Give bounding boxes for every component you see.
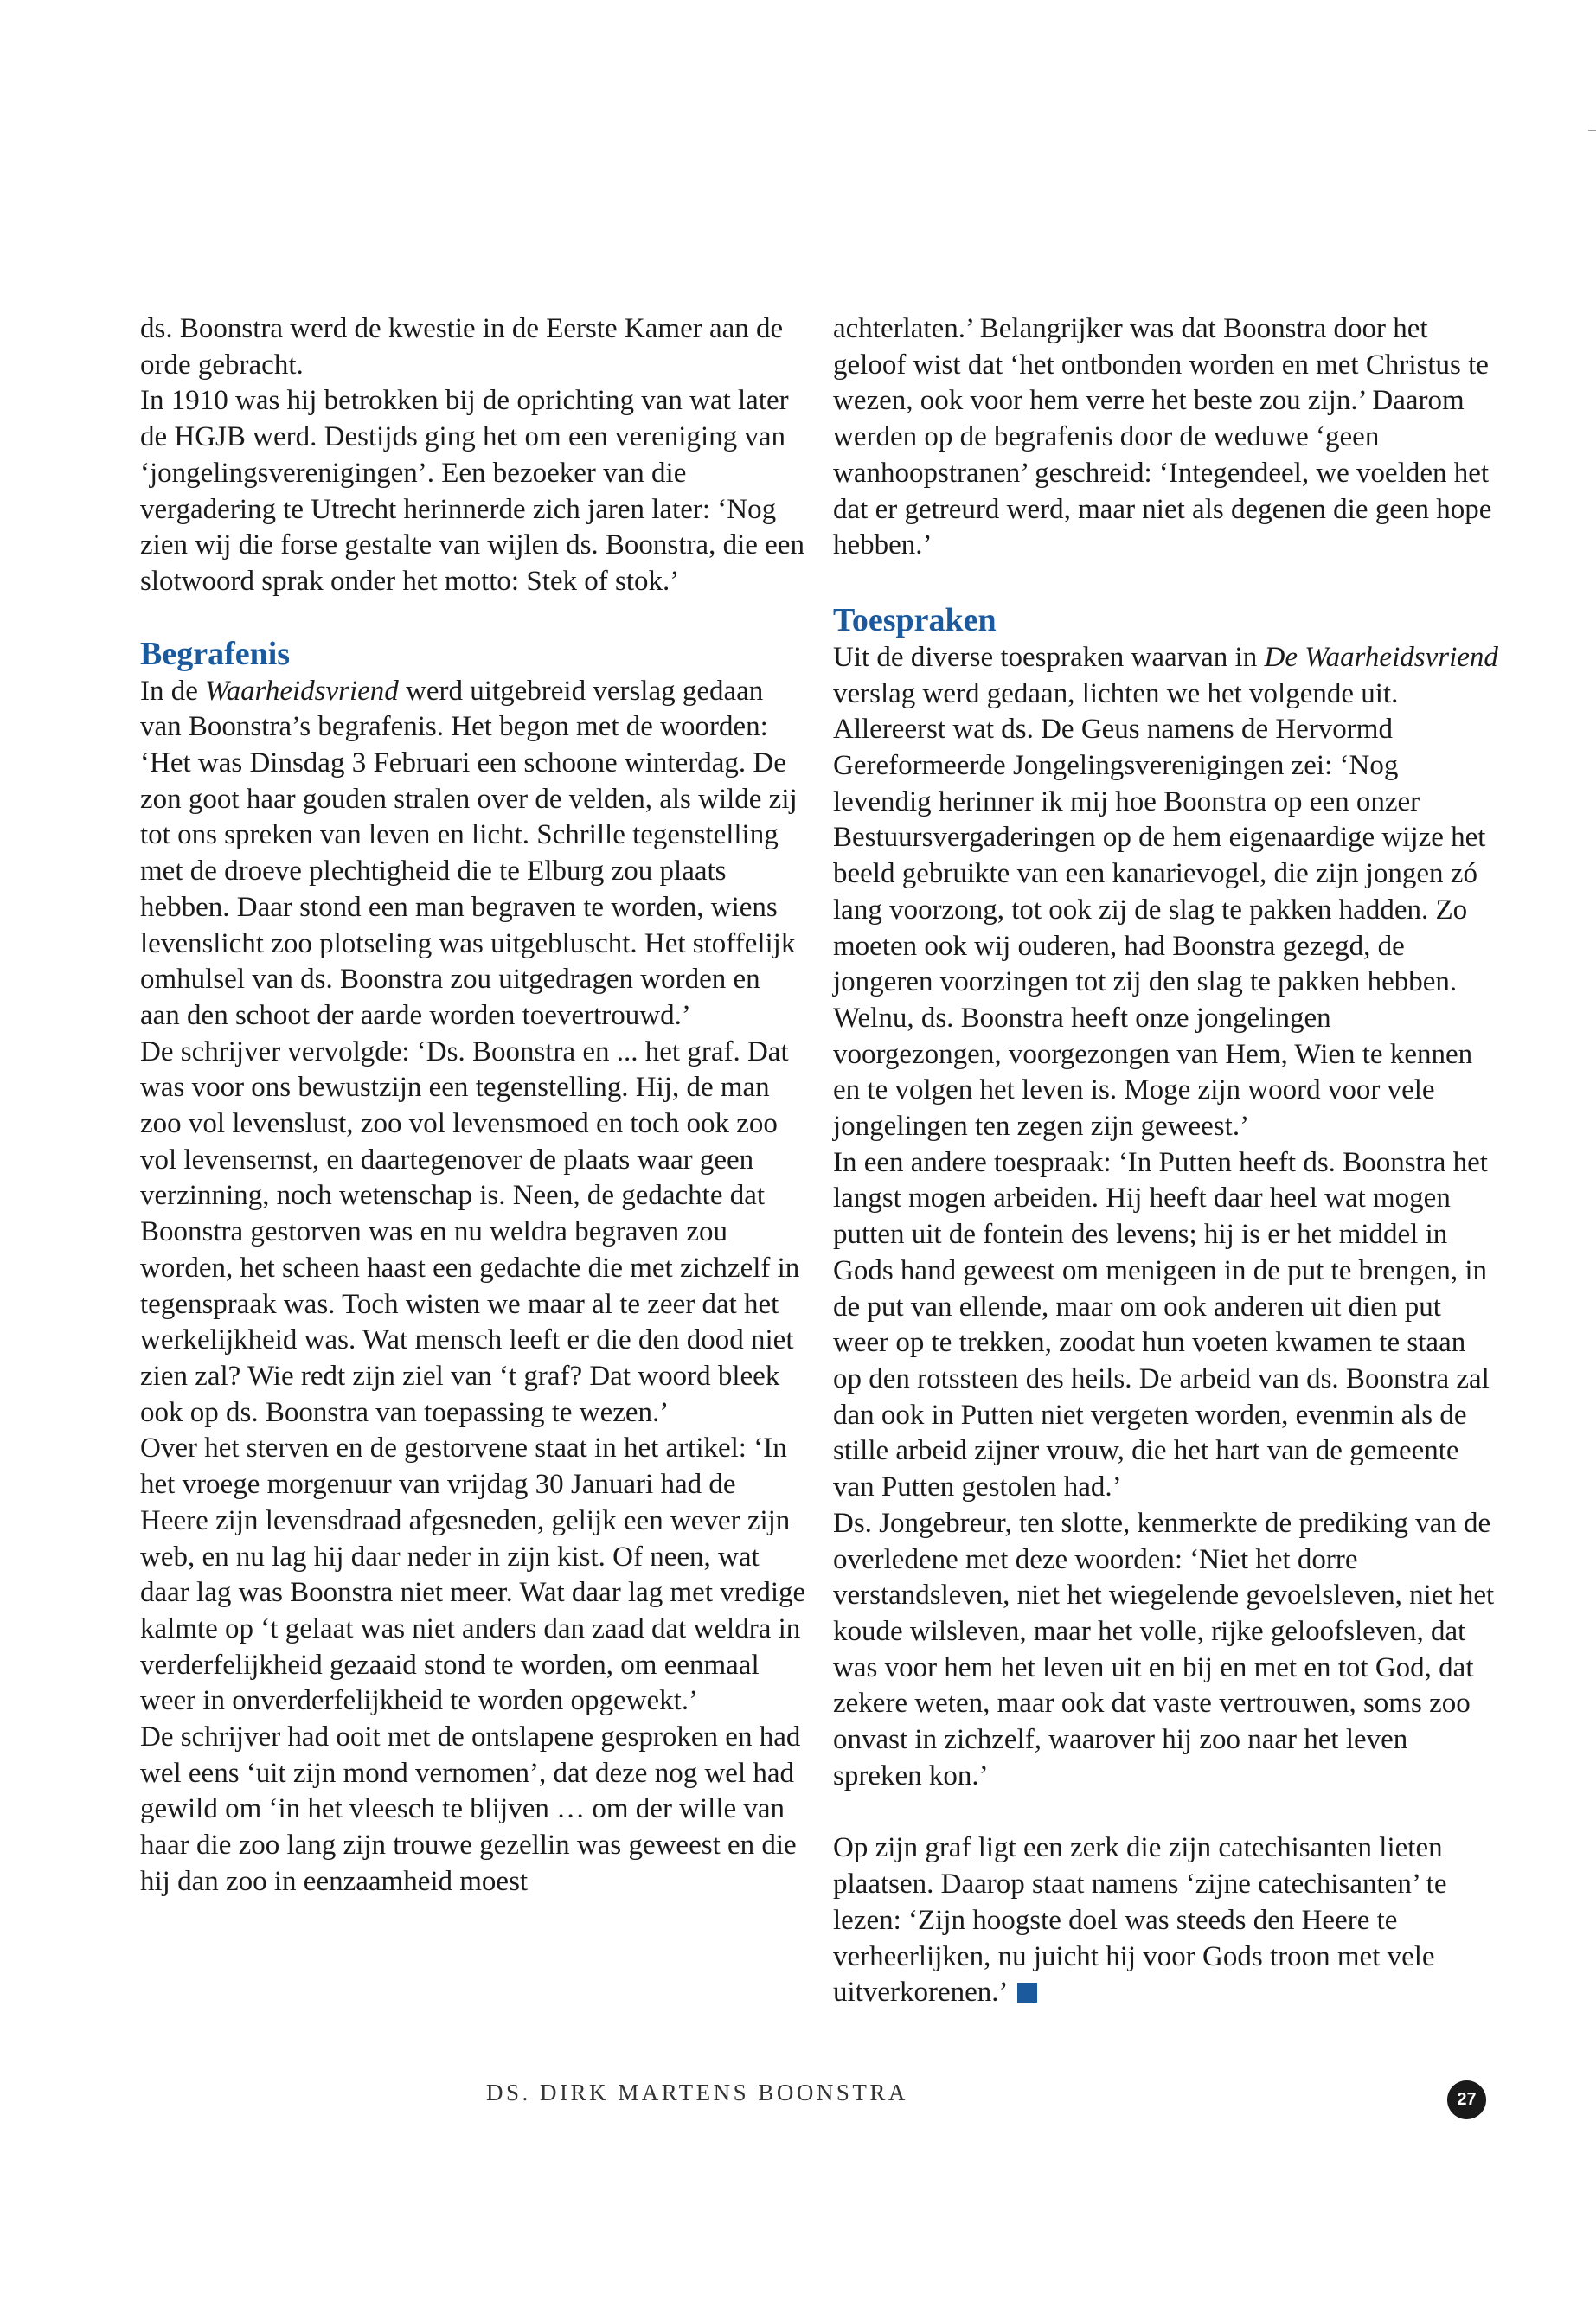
right-paragraph-4: Ds. Jongebreur, ten slotte, kenmerkte de prediking van de overledene met deze woorden: ‘Niet het dorre verstandsleven, niet het wiegelende gevoelsleven, niet het koude wilsleven, maar het volle, rijke geloofsleven, dat was voor hem het leven uit en bij en met en tot God, dat zekere weten, maar ook dat vaste vertrouwen, soms zoo onvast in zichzelf, waarover hij zoo naar het leven spreken kon.’: [833, 1507, 1495, 1791]
left-paragraph-1: ds. Boonstra werd de kwestie in de Eerste Kamer aan de orde gebracht.: [140, 313, 784, 381]
left-paragraph-3: [140, 674, 806, 1035]
heading-toespraken: Toespraken: [833, 601, 997, 638]
right-paragraph-3: In een andere toespraak: ‘In Putten heeft ds. Boonstra het langst mogen arbeiden. Hij heeft daar heel wat mogen putten uit de fontein des levens; hij is er het middel in Gods hand geweest om menigeen in de put te brengen, in de put van ellende, maar om ook anderen uit dien put weer op te trekken, zoodat hun voeten kwamen te staan op den rotssteen des heils. De arbeid van ds. Boonstra zal dan ook in Putten niet vergeten worden, evenmin als de stille arbeid zijner vrouw, die het hart van de gemeente van Putten gestolen had.’: [833, 1146, 1490, 1503]
publication-title: De Waarheidsvriend: [1264, 641, 1498, 673]
right-paragraph-5: [833, 1830, 1501, 2011]
page-edge-mark: [1588, 130, 1596, 131]
text-run: Op zijn graf ligt een zerk die zijn catechisanten lieten plaatsen. Daarop staat namens ‘zijne catechisanten’ te lezen: ‘Zijn hoogste doel was steeds den Heere te verheerlijken, nu juicht hij voor Gods troon met vele uitverkorenen.’: [833, 1832, 1447, 2009]
right-column: [833, 311, 1501, 2011]
text-run: In de: [140, 675, 206, 707]
left-paragraph-6: De schrijver had ooit met de ontslapene gesproken en had wel eens ‘uit zijn mond vernomen’, dat deze nog wel had gewild om ‘in het vleesch te blijven … om der wille van haar die zoo lang zijn trouwe gezellin was geweest en die hij dan zoo in eenzaamheid moest: [140, 1721, 801, 1897]
text-run: Uit de diverse toespraken waarvan in: [833, 641, 1265, 673]
left-paragraph-5: Over het sterven en de gestorvene staat in het artikel: ‘In het vroege morgenuur van vrijdag 30 Januari had de Heere zijn levensdraad afgesneden, gelijk een wever zijn web, en nu lag hij daar neder in zijn kist. Of neen, wat daar lag was Boonstra niet meer. Wat daar lag met vredige kalmte op ‘t gelaat was niet anders dan zaad dat weldra in verderfelijkheid gezaaid stond te worden, om eenmaal weer in onverderfelijkheid te worden opgewekt.’: [140, 1433, 806, 1717]
text-run: werd uitgebreid verslag gedaan van Boonstra’s begrafenis. Het begon met de woorden: ‘Het was Dinsdag 3 Februari een schoone winterdag. De zon goot haar gouden stralen over de velden, als wilde zij tot ons spreken van leven en licht. Schrille tegenstelling met de droeve plechtigheid die te Elburg zou plaats hebben. Daar stond een man begraven te worden, wiens levenslicht zoo plotseling was uitgebluscht. Het stoffelijk omhulsel van ds. Boonstra zou uitgedragen worden en aan den schoot der aarde worden toevertrouwd.’: [140, 675, 798, 1031]
publication-title: Waarheidsvriend: [205, 675, 399, 707]
right-paragraph-2: [833, 640, 1501, 1145]
text-run: verslag werd gedaan, lichten we het volgende uit. Allereerst wat ds. De Geus namens de Hervormd Gereformeerde Jongelingsverenigingen zei: ‘Nog levendig herinner ik mij hoe Boonstra op een onzer Bestuursvergaderingen op de hem eigenaardige wijze het beeld gebruikte van een kanarievogel, die zijn jongen zó lang voorzong, tot ook zij de slag te pakken hadden. Zo moeten ook wij ouderen, had Boonstra gezegd, de jongeren voorzingen tot zij den slag te pakken hebben. Welnu, ds. Boonstra heeft onze jongelingen voorgezongen, voorgezongen van Hem, Wien te kennen en te volgen het leven is. Moge zijn woord voor vele jongelingen ten zegen zijn geweest.’: [833, 677, 1486, 1143]
running-footer-title: DS. DIRK MARTENS BOONSTRA: [486, 2080, 908, 2106]
left-column: [140, 311, 806, 1900]
heading-begrafenis: Begrafenis: [140, 635, 291, 672]
page-number-badge: 27: [1447, 2080, 1486, 2119]
right-paragraph-1: achterlaten.’ Belangrijker was dat Boonstra door het geloof wist dat ‘het ontbonden worden en met Christus te wezen, ook voor hem verre het beste zou zijn.’ Daarom werden op de begrafenis door de weduwe ‘geen wanhoopstranen’ geschreid: ‘Integendeel, we voelden het dat er getreurd werd, maar niet als degenen die geen hope hebben.’: [833, 313, 1492, 561]
left-paragraph-2: In 1910 was hij betrokken bij de oprichting van wat later de HGJB werd. Destijds ging het om een vereniging van ‘jongelingsverenigingen’. Een bezoeker van die vergadering te Utrecht herinnerde zich jaren later: ‘Nog zien wij die forse gestalte van wijlen ds. Boonstra, die een slotwoord sprak onder het motto: Stek of stok.’: [140, 385, 804, 597]
end-square-icon: [1017, 1983, 1037, 2003]
left-paragraph-4: De schrijver vervolgde: ‘Ds. Boonstra en ... het graf. Dat was voor ons bewustzijn een tegenstelling. Hij, de man zoo vol levenslust, zoo vol levensmoed en toch ook zoo vol levensernst, en daartegenover de plaats waar geen verzinning, noch wetenschap is. Neen, de gedachte dat Boonstra gestorven was en nu weldra begraven zou worden, het scheen haast een gedachte die met zichzelf in tegenspraak was. Toch wisten we maar al te zeer dat het werkelijkheid was. Wat mensch leeft er die den dood niet zien zal? Wie redt zijn ziel van ‘t graf? Dat woord bleek ook op ds. Boonstra van toepassing te wezen.’: [140, 1035, 800, 1428]
